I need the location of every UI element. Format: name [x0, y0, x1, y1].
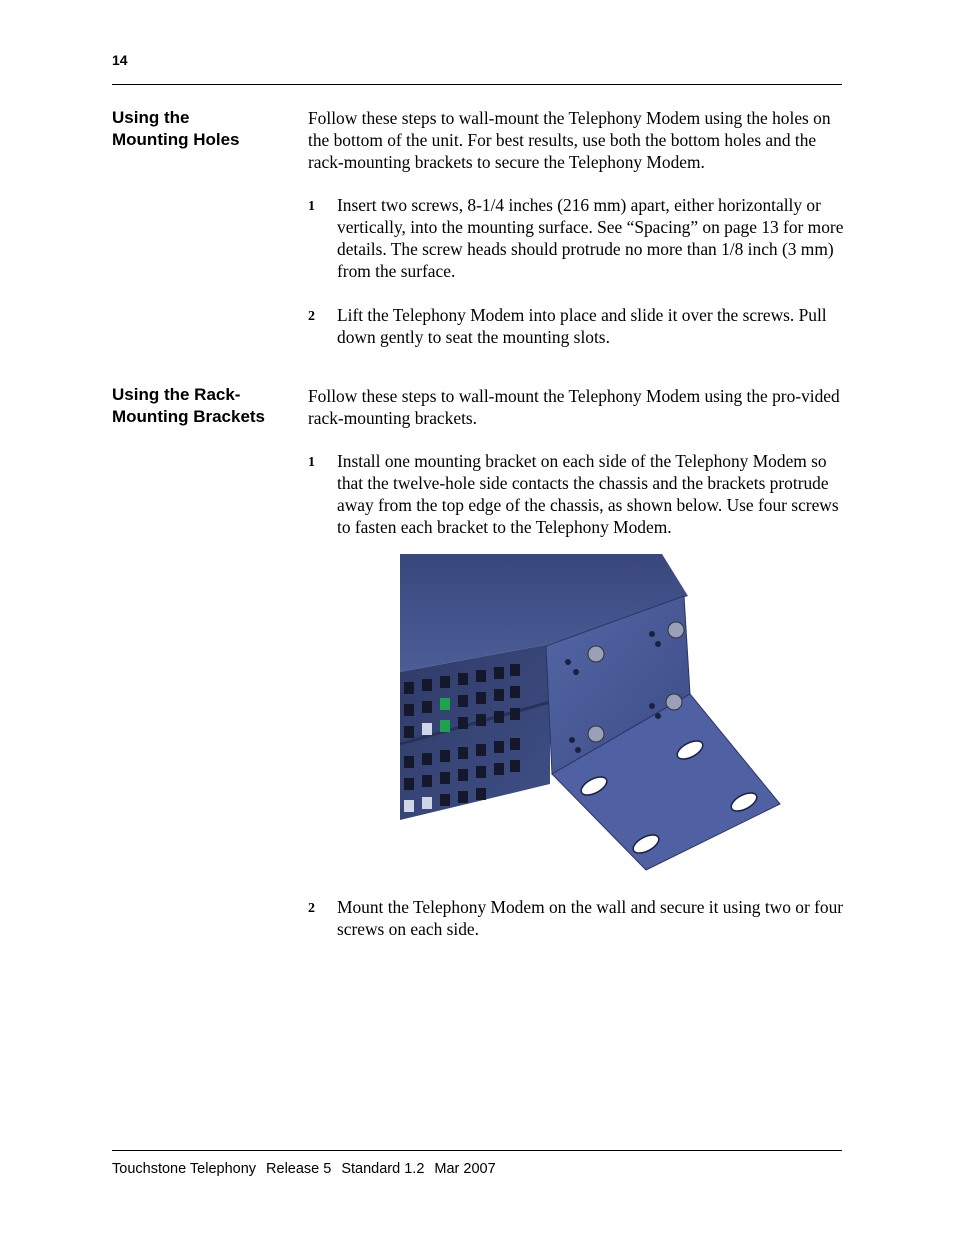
footer-release: Release 5 [266, 1161, 332, 1177]
section-heading-rack-mounting-brackets [112, 384, 302, 428]
footer-rule [112, 1150, 842, 1151]
heading-line: Using the Rack- [112, 385, 241, 404]
page-number: 14 [112, 52, 128, 68]
heading-line: Using the [112, 108, 190, 127]
section-heading-mounting-holes [112, 107, 302, 151]
bracket-mounting-photo [400, 554, 784, 872]
footer-date: Mar 2007 [434, 1161, 496, 1177]
step-number: 1 [308, 199, 315, 214]
heading-line: Mounting Holes [112, 130, 240, 149]
footer-product: Touchstone Telephony [112, 1161, 257, 1177]
page-footer [112, 1161, 506, 1177]
step-text: Install one mounting bracket on each side of the Telephony Modem so that the twelve-hole side contacts the chassis and the brackets protrude away from the top edge of the chassis, as shown below. Use four screws to fasten each bracket to the Telephony Modem. [337, 451, 839, 537]
header-rule [112, 84, 842, 85]
footer-standard: Standard 1.2 [341, 1161, 425, 1177]
heading-line: Mounting Brackets [112, 407, 266, 426]
step-text: Lift the Telephony Modem into place and slide it over the screws. Pull down gently to seat the mounting slots. [337, 305, 827, 347]
step-number: 2 [308, 901, 315, 916]
step-text: Insert two screws, 8-1/4 inches (216 mm) apart, either horizontally or vertically, into the mounting surface. See “Spacing” on page 13 for more details. The screw heads should protrude no more than 1/8 inch (3 mm) from the surface. [337, 195, 844, 281]
section-intro: Follow these steps to wall-mount the Telephony Modem using the pro-vided rack-mounting brackets. [308, 386, 840, 428]
section-intro: Follow these steps to wall-mount the Telephony Modem using the holes on the bottom of the unit. For best results, use both the bottom holes and the rack-mounting brackets to secure the Telephony Modem. [308, 108, 831, 172]
step-text: Mount the Telephony Modem on the wall and secure it using two or four screws on each side. [337, 897, 844, 939]
step-number: 2 [308, 309, 315, 324]
step-number: 1 [308, 455, 315, 470]
